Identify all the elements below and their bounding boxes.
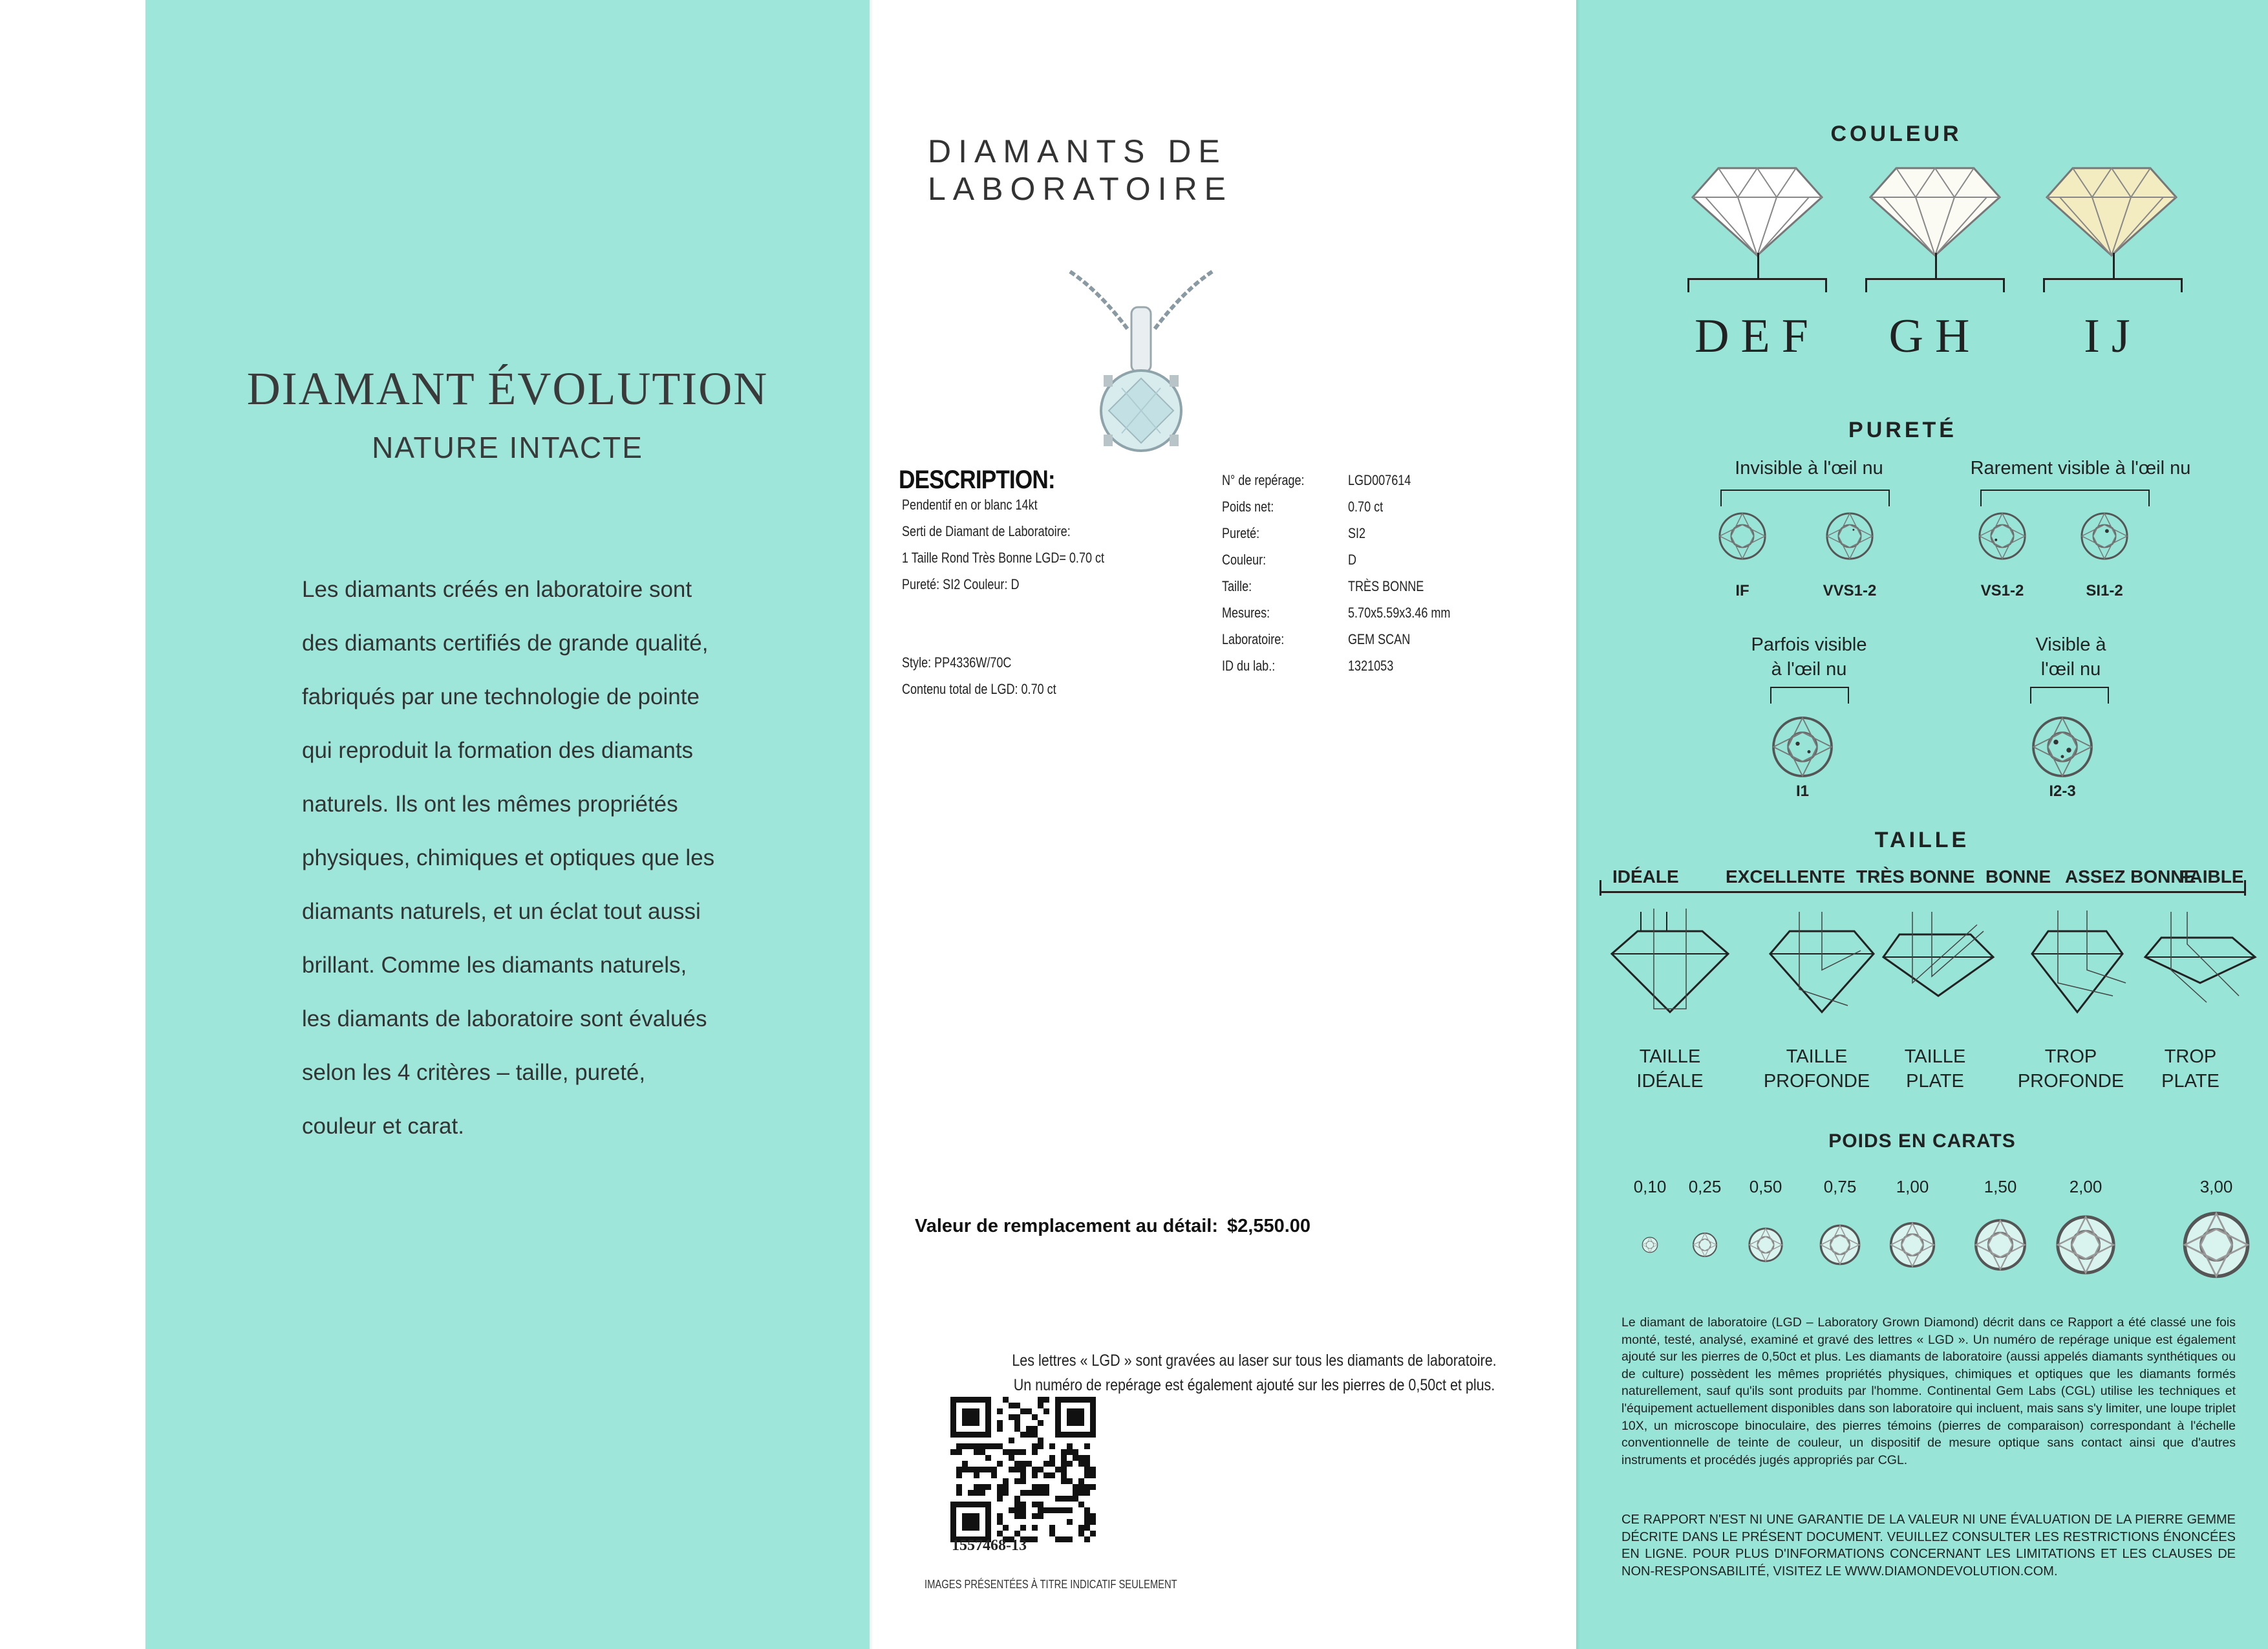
lgd-note-line: Les lettres « LGD » sont gravées au laser sur tous les diamants de laboratoire. (1012, 1352, 1497, 1370)
certificate-panel (870, 0, 1576, 1649)
clarity-label-line: Visible à (2035, 634, 2106, 655)
replacement-value (915, 1216, 1311, 1237)
legal-disclaimer: CE RAPPORT N'EST NI UNE GARANTIE DE LA VALEUR NI UNE ÉVALUATION DE LA PIERRE GEMME DÉCRITE DANS LE PRÉSENT DOCUMENT. VEUILLEZ CONSULTER LES RESTRICTIONS ÉNONCÉES EN LIGNE. POUR PLUS D'INFORMATIONS CONCERNANT LES LIMITATIONS ET LES CLAUSES DE NON-RESPONSABILITÉ, VISITEZ LE WWW.DIAMONDEVOLUTION.COM. (1621, 1513, 2236, 1579)
spec-key: Pureté: (1222, 525, 1260, 541)
legal-paragraph: Le diamant de laboratoire (LGD – Laboratory Grown Diamond) décrit dans ce Rapport a été classé une fois monté, testé, analysé, examiné et gravé des lettres « LGD ». Un numéro de repérage unique est également ajouté sur les pierres de 0,50ct et plus. Les diamants de laboratoire (aussi appelés diamants synthétiques ou de culture) possèdent les mêmes propriétés physiques, chimiques et optiques que les diamants formés naturellement, sauf qu'ils sont produits par l'homme. Continental Gem Labs (CGL) utilise les techniques et l'équipement actuellement disponibles dans son laboratoire qui incluent, mais sans s'y limiter, une loupe triplet 10X, un microscope binoculaire, des pierres témoins (pierres de comparaison) correspondant à l'échelle conventionnelle de teinte de couleur, un dispositif de mesure optique sans contact ainsi que d'autres instruments et procédés jugés appropriés par CGL. (1621, 1315, 2236, 1467)
clarity-label-line: à l'œil nu (1771, 659, 1847, 680)
cut-too-deep-icon (2016, 905, 2145, 1015)
clarity-if-icon (1717, 511, 1768, 561)
cut-too-shallow-icon (2135, 905, 2265, 1015)
carat-gem-icon (2055, 1214, 2117, 1276)
description-line: Serti de Diamant de Laboratoire: (902, 523, 1071, 539)
clarity-vs-icon (1977, 511, 2027, 561)
clarity-code: SI1-2 (2086, 582, 2123, 599)
cut-label-line: TAILLE (1786, 1046, 1848, 1067)
carat-heading: POIDS EN CARATS (1828, 1130, 2016, 1152)
qr-number: 1557468-13 (952, 1537, 1027, 1554)
intro-line: diamants naturels, et un éclat tout aussi (302, 899, 701, 924)
style-lines (902, 654, 1090, 707)
spec-row (1222, 658, 1545, 684)
bracket (1980, 490, 2150, 506)
clarity-code: VS1-2 (1980, 582, 2024, 599)
description-heading: DESCRIPTION: (899, 466, 1055, 494)
spec-key: Taille: (1222, 578, 1252, 594)
intro-text (302, 563, 767, 1153)
clarity-code: IF (1735, 582, 1749, 599)
spec-row (1222, 525, 1545, 552)
diamond-near-colorless-icon (1864, 162, 2006, 259)
spec-value: SI2 (1348, 525, 1366, 541)
cut-grade: BONNE (1985, 867, 2051, 887)
intro-line: selon les 4 critères – taille, pureté, (302, 1060, 646, 1085)
diamond-colorless-icon (1686, 162, 1828, 259)
carat-gem-icon (1819, 1223, 1861, 1266)
clarity-vvs-icon (1824, 511, 1875, 561)
carat-gem-icon (2181, 1210, 2251, 1280)
cut-label-line: TROP (2164, 1046, 2217, 1067)
fold-shadow (1576, 0, 1580, 1649)
cut-label (2126, 1044, 2255, 1094)
intro-line: fabriqués par une technologie de pointe (302, 684, 700, 709)
style-line: Contenu total de LGD: 0.70 ct (902, 681, 1056, 697)
carat-gem-icon (1748, 1227, 1784, 1263)
cut-label (1605, 1044, 1735, 1094)
images-disclaimer: IMAGES PRÉSENTÉES À TITRE INDICATIF SEULEMENT (925, 1578, 1177, 1591)
bracket (1720, 490, 1890, 506)
cut-label (1870, 1044, 2000, 1094)
carat-value: 0,75 (1823, 1177, 1857, 1196)
cut-grade: FAIBLE (2179, 867, 2244, 887)
clarity-label-line: Parfois visible (1751, 634, 1867, 655)
intro-line: naturels. Ils ont les mêmes propriétés (302, 792, 678, 817)
intro-line: qui reproduit la formation des diamants (302, 738, 694, 763)
description-line: Pendentif en or blanc 14kt (902, 497, 1038, 513)
spec-key: N° de repérage: (1222, 472, 1305, 488)
spec-value: GEM SCAN (1348, 631, 1411, 647)
carat-gem-icon (1973, 1218, 2027, 1272)
diamond-faint-yellow-icon (2040, 162, 2183, 259)
clarity-si-icon (2079, 511, 2130, 561)
clarity-code: VVS1-2 (1823, 582, 1877, 599)
cut-label-line: PROFONDE (1763, 1071, 1870, 1092)
cut-shallow-icon (1874, 905, 2003, 1015)
spec-row (1222, 631, 1545, 658)
intro-line: brillant. Comme les diamants naturels, (302, 953, 687, 978)
spec-row (1222, 499, 1545, 525)
clarity-label: Invisible à l'œil nu (1735, 458, 1883, 479)
taille-heading: TAILLE (1874, 828, 1970, 852)
bracket (2030, 687, 2109, 704)
cut-label-line: PROFONDE (2017, 1071, 2124, 1092)
cut-scale (1599, 867, 2246, 899)
couleur-heading: COULEUR (1830, 122, 1962, 146)
pendant-image (1064, 259, 1219, 459)
left-margin (0, 0, 145, 1649)
clarity-label (1980, 632, 2161, 682)
brand-title: DIAMANT ÉVOLUTION (246, 363, 769, 415)
spec-value: 1321053 (1348, 658, 1394, 674)
carat-gem-icon (1642, 1236, 1658, 1253)
intro-line: physiques, chimiques et optiques que les (302, 845, 715, 870)
cut-grade: IDÉALE (1612, 867, 1679, 887)
carat-gem-icon (1692, 1232, 1718, 1258)
spec-key: ID du lab.: (1222, 658, 1276, 674)
spec-value: 0.70 ct (1348, 499, 1384, 515)
cut-label (2006, 1044, 2135, 1094)
clarity-code: I2-3 (2049, 782, 2076, 800)
carat-value: 2,00 (2069, 1177, 2102, 1196)
color-grade: GH (1888, 310, 1982, 363)
spec-value: LGD007614 (1348, 472, 1411, 488)
spec-key: Poids net: (1222, 499, 1274, 515)
spec-value: TRÈS BONNE (1348, 578, 1424, 594)
lgd-note (970, 1352, 1539, 1401)
description-line: 1 Taille Rond Très Bonne LGD= 0.70 ct (902, 550, 1105, 566)
lgd-note-line: Un numéro de repérage est également ajouté sur les pierres de 0,50ct et plus. (1013, 1376, 1495, 1394)
description-lines (902, 497, 1149, 603)
color-grade: IJ (2084, 310, 2142, 363)
spec-row (1222, 552, 1545, 578)
spec-value: 5.70x5.59x3.46 mm (1348, 605, 1451, 621)
intro-line: Les diamants créés en laboratoire sont (302, 577, 692, 602)
spec-key: Couleur: (1222, 552, 1267, 568)
clarity-label: Rarement visible à l'œil nu (1970, 458, 2191, 479)
intro-line: des diamants certifiés de grande qualité, (302, 630, 709, 656)
spec-key: Laboratoire: (1222, 631, 1285, 647)
description-line: Pureté: SI2 Couleur: D (902, 576, 1020, 592)
clarity-code: I1 (1795, 782, 1809, 800)
spec-key: Mesures: (1222, 605, 1270, 621)
spec-value: D (1348, 552, 1357, 568)
qr-code[interactable] (950, 1397, 1096, 1542)
replacement-value-label: Valeur de remplacement au détail: (915, 1216, 1219, 1236)
carat-value: 3,00 (2199, 1177, 2233, 1196)
left-panel (145, 0, 870, 1649)
style-line: Style: PP4336W/70C (902, 654, 1012, 671)
carat-gem-icon (1888, 1221, 1936, 1269)
cut-label-line: TAILLE (1904, 1046, 1966, 1067)
cut-grade: ASSEZ BONNE (2065, 867, 2196, 887)
cut-label-line: TAILLE (1639, 1046, 1701, 1067)
grading-guide-panel (1576, 0, 2268, 1649)
spec-table (1222, 472, 1545, 684)
cut-label (1752, 1044, 1881, 1094)
cut-label-line: PLATE (2161, 1071, 2220, 1092)
clarity-label-line: l'œil nu (2040, 659, 2101, 680)
intro-line: les diamants de laboratoire sont évalués (302, 1006, 707, 1031)
intro-line: couleur et carat. (302, 1114, 464, 1139)
carat-value: 0,50 (1749, 1177, 1782, 1196)
cut-label-line: IDÉALE (1636, 1071, 1704, 1092)
carat-value: 0,10 (1633, 1177, 1667, 1196)
cut-scale-line (1599, 891, 2246, 893)
cut-ideal-icon (1605, 905, 1735, 1015)
fold-shadow (870, 0, 873, 1649)
replacement-value-amount: $2,550.00 (1227, 1216, 1311, 1236)
cut-grade: TRÈS BONNE (1856, 867, 1975, 887)
carat-value: 1,00 (1896, 1177, 1929, 1196)
color-grade: DEF (1695, 310, 1820, 363)
spec-row (1222, 578, 1545, 605)
bracket (1770, 687, 1849, 704)
cut-label-line: TROP (2044, 1046, 2097, 1067)
brand-subtitle: NATURE INTACTE (372, 431, 643, 464)
purete-heading: PURETÉ (1848, 418, 1957, 442)
clarity-i2-icon (2030, 715, 2095, 779)
spec-row (1222, 605, 1545, 631)
clarity-label (1718, 632, 1899, 682)
cut-grade: EXCELLENTE (1726, 867, 1846, 887)
clarity-i1-icon (1770, 715, 1835, 779)
carat-value: 1,50 (1984, 1177, 2017, 1196)
spec-row (1222, 472, 1545, 499)
carat-value: 0,25 (1688, 1177, 1722, 1196)
certificate-title: DIAMANTS DE LABORATOIRE (928, 133, 1234, 207)
cut-label-line: PLATE (1906, 1071, 1964, 1092)
